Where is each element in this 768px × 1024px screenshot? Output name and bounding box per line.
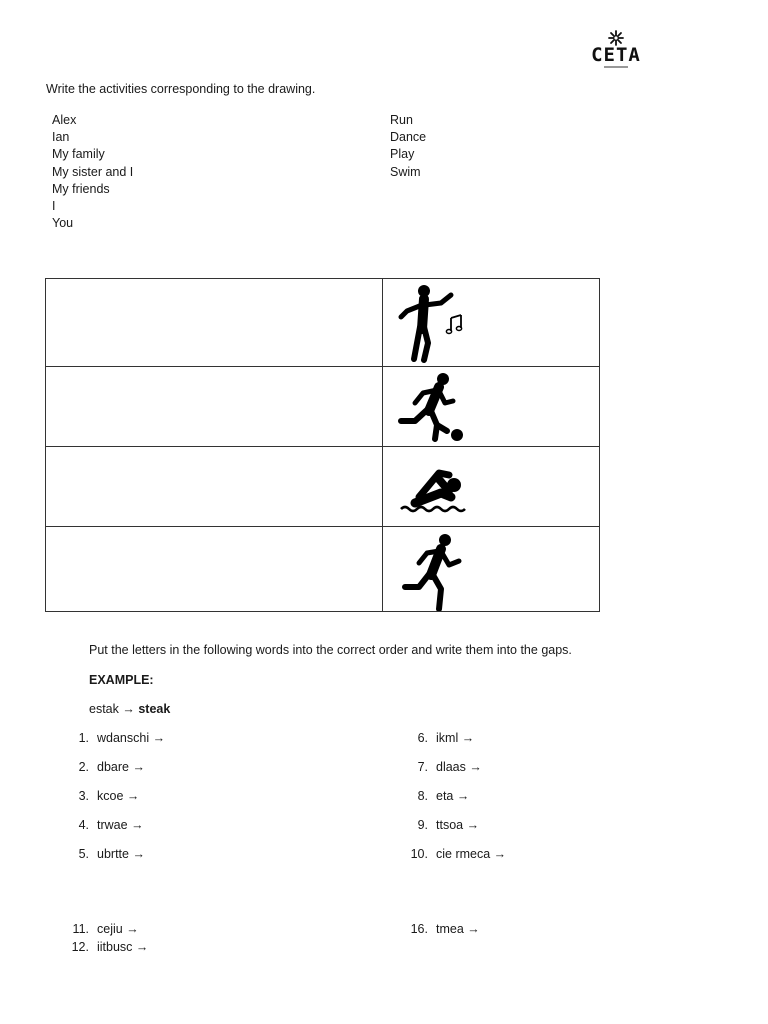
scrambled-word: tmea — [436, 922, 464, 936]
example-row — [89, 702, 170, 716]
run-icon — [395, 531, 475, 611]
item-number: 7. — [417, 760, 428, 774]
item-number: 8. — [417, 789, 428, 803]
answer-cell[interactable] — [46, 527, 383, 612]
example-answer: steak — [138, 702, 171, 716]
item-number: 16. — [410, 922, 428, 936]
list-item — [406, 818, 479, 835]
table-row — [46, 447, 600, 527]
item-number: 9. — [417, 818, 428, 832]
arrow-icon: → — [467, 922, 480, 936]
verb-item: Swim — [390, 164, 421, 179]
logo-underline — [604, 66, 628, 68]
arrow-icon: → — [493, 847, 507, 861]
scrambled-word: trwae — [97, 818, 128, 832]
answer-cell[interactable] — [46, 447, 383, 527]
example-label: EXAMPLE: — [89, 673, 154, 687]
answer-cell[interactable] — [46, 279, 383, 367]
verb-item: Dance — [390, 130, 427, 145]
arrow-icon: → — [126, 789, 140, 803]
arrow-icon: → — [132, 760, 145, 774]
verb-item: Play — [390, 147, 415, 162]
list-item — [67, 940, 148, 957]
list-item — [406, 922, 480, 939]
verbs-list — [390, 112, 426, 181]
table-row — [46, 527, 600, 612]
item-number: 12. — [71, 940, 89, 954]
subject-item: My sister and I — [52, 164, 134, 179]
arrow-icon: → — [466, 818, 480, 832]
list-item — [67, 922, 139, 939]
scrambled-word: cejiu — [97, 922, 123, 936]
example-scrambled: estak — [89, 702, 119, 716]
verb-item: Run — [390, 113, 413, 127]
scrambled-word: cie rmeca — [436, 847, 491, 861]
list-item — [406, 789, 469, 806]
picture-cell — [383, 367, 600, 447]
scrambled-word: ttsoa — [436, 818, 464, 832]
item-number: 5. — [78, 847, 89, 861]
table-row — [46, 367, 600, 447]
arrow-icon: → — [152, 731, 166, 745]
picture-cell — [383, 447, 600, 527]
logo-text: CETA — [591, 44, 641, 66]
activities-table — [45, 278, 600, 612]
dance-icon — [395, 283, 475, 363]
scrambled-word: ubrtte — [97, 847, 129, 861]
scrambled-word: kcoe — [97, 789, 124, 803]
subject-item: You — [52, 216, 74, 231]
scrambled-word: dlaas — [436, 760, 466, 774]
scrambled-word: iitbusc — [97, 940, 133, 954]
scrambled-word: wdanschi — [97, 731, 150, 745]
unscramble-instruction: Put the letters in the following words into the correct order and write them into the gaps. — [89, 643, 572, 657]
subject-item: I — [52, 198, 56, 213]
list-item — [67, 818, 144, 835]
item-number: 11. — [72, 922, 89, 936]
item-number: 1. — [78, 731, 89, 745]
ceta-logo — [590, 30, 642, 74]
item-number: 3. — [78, 789, 89, 803]
soccer-icon — [395, 371, 475, 445]
scrambled-word: ikml — [436, 731, 459, 745]
answer-cell[interactable] — [46, 367, 383, 447]
item-number: 6. — [417, 731, 428, 745]
arrow-icon: → — [469, 760, 482, 774]
list-item — [406, 847, 506, 864]
picture-cell — [383, 527, 600, 612]
arrow-icon: → — [456, 789, 470, 803]
arrow-icon: → — [461, 731, 475, 745]
subject-item: Alex — [52, 113, 77, 127]
list-item — [406, 731, 474, 748]
arrow-icon: → — [131, 818, 144, 832]
arrow-icon: → — [135, 940, 149, 954]
scrambled-word: eta — [436, 789, 454, 803]
arrow-icon: → — [126, 922, 139, 936]
list-item — [67, 789, 139, 806]
arrow-icon: → — [122, 702, 135, 716]
item-number: 2. — [78, 760, 89, 774]
list-item — [406, 760, 482, 777]
item-number: 10. — [410, 847, 428, 861]
subjects-list — [52, 112, 133, 232]
arrow-icon: → — [132, 847, 145, 861]
list-item — [67, 731, 165, 748]
activities-instruction: Write the activities corresponding to the drawing. — [46, 82, 316, 96]
scrambled-word: dbare — [97, 760, 129, 774]
subject-item: Ian — [52, 130, 70, 145]
table-row — [46, 279, 600, 367]
item-number: 4. — [78, 818, 89, 832]
list-item — [67, 847, 145, 864]
swim-icon — [395, 451, 475, 523]
list-item — [67, 760, 145, 777]
picture-cell — [383, 279, 600, 367]
subject-item: My family — [52, 147, 105, 162]
subject-item: My friends — [52, 181, 110, 196]
